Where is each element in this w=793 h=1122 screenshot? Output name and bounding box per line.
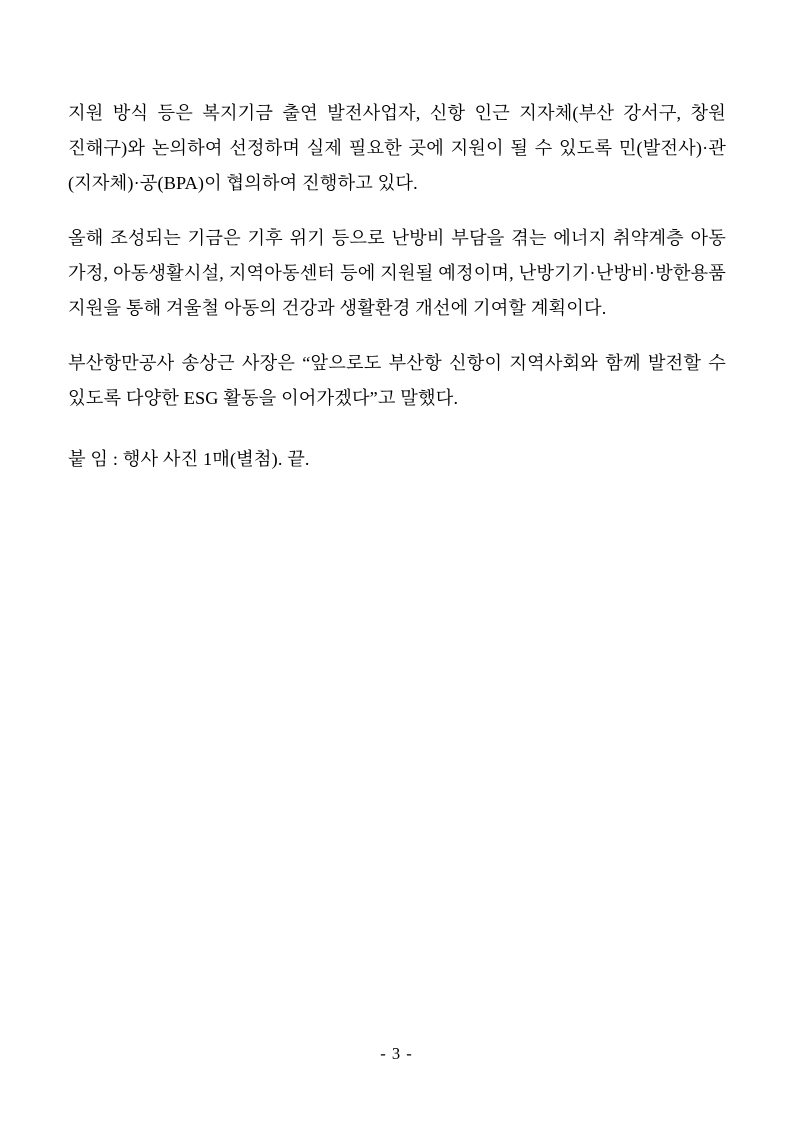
paragraph-3: 부산항만공사 송상근 사장은 “앞으로도 부산항 신항이 지역사회와 함께 발전할 수 있도록 다양한 ESG 활동을 이어가겠다”고 말했다. [68,353,726,408]
paragraph-1: 지원 방식 등은 복지기금 출연 발전사업자, 신항 인근 지자체(부산 강서구, 창원 진해구)와 논의하여 선정하며 실제 필요한 곳에 지원이 될 수 있도록 민(발전사)·관(지자체)·공(BPA)이 협의하여 진행하고 있다. [68,103,726,193]
attachment-note: 붙 임 : 행사 사진 1매(별첨). 끝. [68,449,310,469]
document-body [68,96,726,477]
paragraph-2: 올해 조성되는 기금은 기후 위기 등으로 난방비 부담을 겪는 에너지 취약계층 아동 가정, 아동생활시설, 지역아동센터 등에 지원될 예정이며, 난방기기·난방비·방한용품 지원을 통해 겨울철 아동의 건강과 생활환경 개선에 기여할 계획이다. [68,228,726,318]
page-number: - 3 - [380,1044,413,1063]
